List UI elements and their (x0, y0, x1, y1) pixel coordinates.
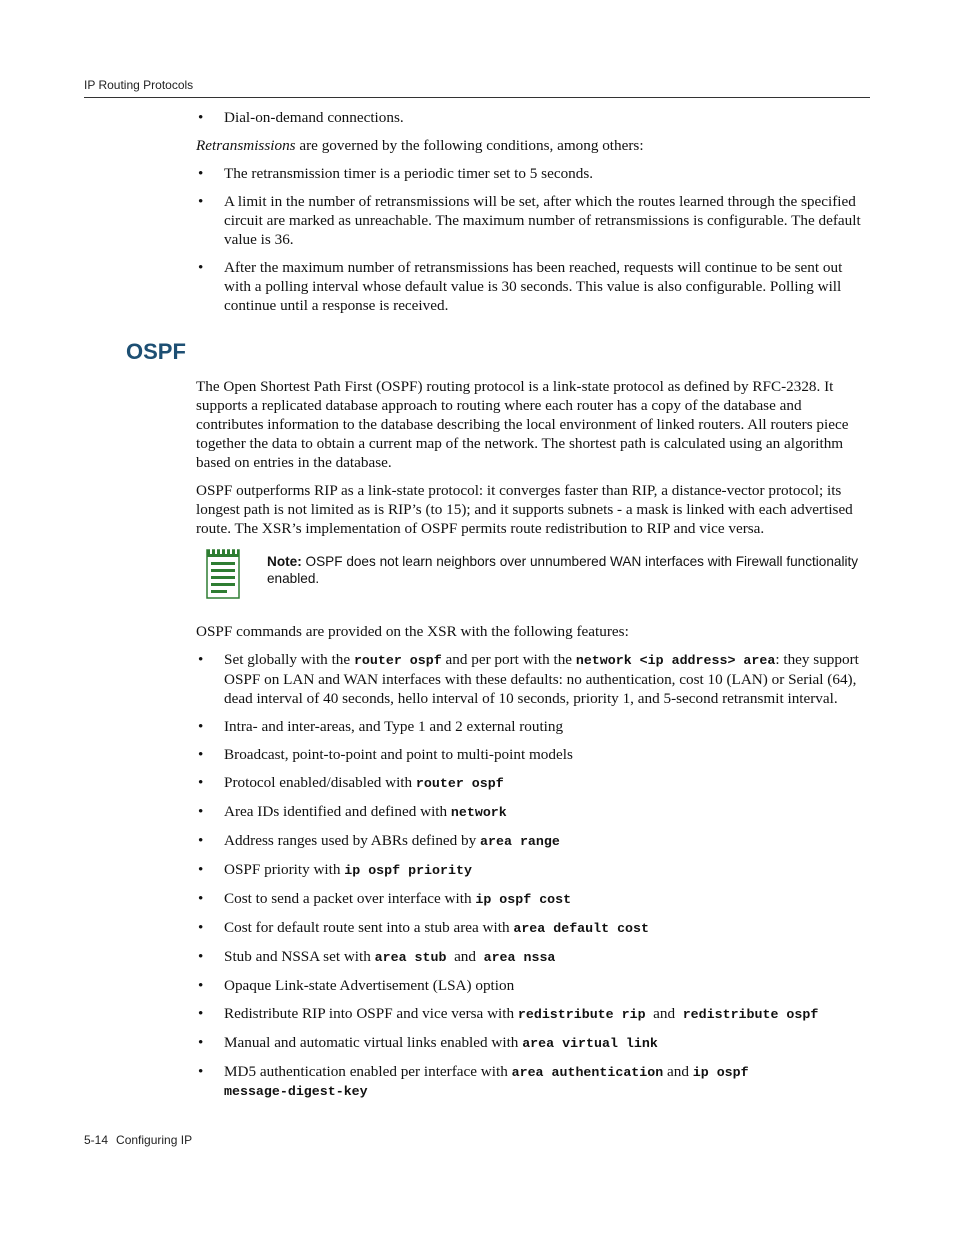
bullet-icon: • (198, 109, 204, 126)
command-text: ip ospf cost (475, 892, 572, 907)
intro-bullet-list (196, 108, 870, 127)
list-item: • Stub and NSSA set with area stub and area nssa (198, 948, 556, 965)
list-item: • Intra- and inter-areas, and Type 1 and 2 external routing (198, 718, 564, 735)
chapter-title: Configuring IP (116, 1133, 193, 1147)
list-item: • Set globally with the router ospf and per port with the network <ip address> area: they support OSPF on LAN and WAN interfaces with these defaults: no authentication, cost 10 (LAN) or Serial (64), dead interval of 40 seconds, hello interval of 10 seconds, priority 1, and 5-second retransmit interval. (198, 651, 859, 707)
list-item: • Cost for default route sent into a stub area with area default cost (198, 919, 649, 936)
page-number: 5-14 (84, 1133, 109, 1147)
bullet-icon: • (198, 832, 204, 849)
bullet-icon: • (198, 977, 204, 994)
bullet-icon: • (198, 193, 204, 210)
command-text: message-digest-key (224, 1084, 368, 1099)
ospf-feature-list (196, 650, 870, 1101)
list-item: • Broadcast, point-to-point and point to multi-point models (198, 746, 573, 763)
bullet-icon: • (198, 1034, 204, 1051)
list-item: • A limit in the number of retransmissions will be set, after which the routes learned through the specified circuit are marked as unreachable. The maximum number of retransmissions is configurable. The default value is 36. (198, 193, 861, 248)
notepad-icon (206, 547, 240, 599)
list-item: • The retransmission timer is a periodic timer set to 5 seconds. (198, 165, 594, 182)
bullet-icon: • (198, 1063, 204, 1080)
ospf-paragraph-1: The Open Shortest Path First (OSPF) routing protocol is a link-state protocol as defined by RFC-2328. It supports a replicated database approach to routing where each router has a copy of the database and contributes information to the database describing the local environment of linked routers. All routers piece together the data to obtain a current map of the network. The shortest path is calculated using an algorithm based on entries in the database. (196, 378, 849, 471)
command-text: area nssa (483, 950, 556, 965)
list-item: • Protocol enabled/disabled with router ospf (198, 774, 504, 791)
bullet-icon: • (198, 948, 204, 965)
ospf-paragraph-2: OSPF outperforms RIP as a link-state protocol: it converges faster than RIP, a distance-vector protocol; its longest path is not limited as is RIP’s (to 15); and it supports subnets - a mask is linked with each advertised route. The XSR’s implementation of OSPF permits route redistribution to RIP and vice versa. (196, 482, 853, 537)
section-heading-ospf: OSPF (126, 339, 186, 364)
bullet-icon: • (198, 774, 204, 791)
list-item: • Redistribute RIP into OSPF and vice versa with redistribute rip and redistribute ospf (198, 1005, 819, 1022)
bullet-icon: • (198, 746, 204, 763)
page-content (126, 108, 870, 1110)
list-item: • Area IDs identified and defined with network (198, 803, 507, 820)
list-item: • Manual and automatic virtual links enabled with area virtual link (198, 1034, 658, 1051)
list-item: • After the maximum number of retransmissions has been reached, requests will continue to be sent out with a polling interval whose default value is 30 seconds. This value is also configurable. Polling will continue until a response is received. (198, 259, 843, 314)
list-item: • Address ranges used by ABRs defined by area range (198, 832, 560, 849)
command-text: area authentication (511, 1065, 664, 1080)
bullet-icon: • (198, 890, 204, 907)
bullet-icon: • (198, 718, 204, 735)
bullet-icon: • (198, 803, 204, 820)
bullet-icon: • (198, 861, 204, 878)
bullet-icon: • (198, 1005, 204, 1022)
command-text: ip ospf priority (344, 863, 472, 878)
command-text: ip ospf (692, 1065, 749, 1080)
bullet-icon: • (198, 259, 204, 276)
list-item: • OSPF priority with ip ospf priority (198, 861, 472, 878)
header-rule (84, 97, 870, 98)
retransmissions-intro: Retransmissions are governed by the following conditions, among others: (196, 137, 644, 154)
command-text: area default cost (513, 921, 649, 936)
note-label: Note: (267, 554, 302, 569)
command-text: router ospf (353, 653, 442, 668)
note-box (196, 547, 870, 603)
list-item: • MD5 authentication enabled per interface with area authentication and ip ospf message-digest-key (196, 1062, 870, 1101)
command-text: redistribute rip (517, 1007, 646, 1022)
command-text: network <ip address> area (575, 653, 776, 668)
command-text: router ospf (415, 776, 504, 791)
command-text: area range (480, 834, 560, 849)
note-text: Note: OSPF does not learn neighbors over unnumbered WAN interfaces with Firewall functionality enabled. (267, 554, 859, 586)
command-text: redistribute ospf (682, 1007, 819, 1022)
features-intro: OSPF commands are provided on the XSR with the following features: (196, 623, 629, 640)
list-item: • Dial-on-demand connections. (198, 109, 404, 126)
running-footer (84, 1133, 200, 1147)
bullet-icon: • (198, 919, 204, 936)
retransmissions-term: Retransmissions (196, 137, 296, 154)
command-text: network (450, 805, 507, 820)
command-text: area virtual link (522, 1036, 658, 1051)
bullet-icon: • (198, 165, 204, 182)
list-item: • Opaque Link-state Advertisement (LSA) option (198, 977, 515, 994)
bullet-icon: • (198, 651, 204, 668)
list-item: • Cost to send a packet over interface with ip ospf cost (198, 890, 572, 907)
retransmission-bullet-list (196, 164, 870, 315)
running-header: IP Routing Protocols (84, 78, 194, 92)
command-text: area stub (374, 950, 447, 965)
